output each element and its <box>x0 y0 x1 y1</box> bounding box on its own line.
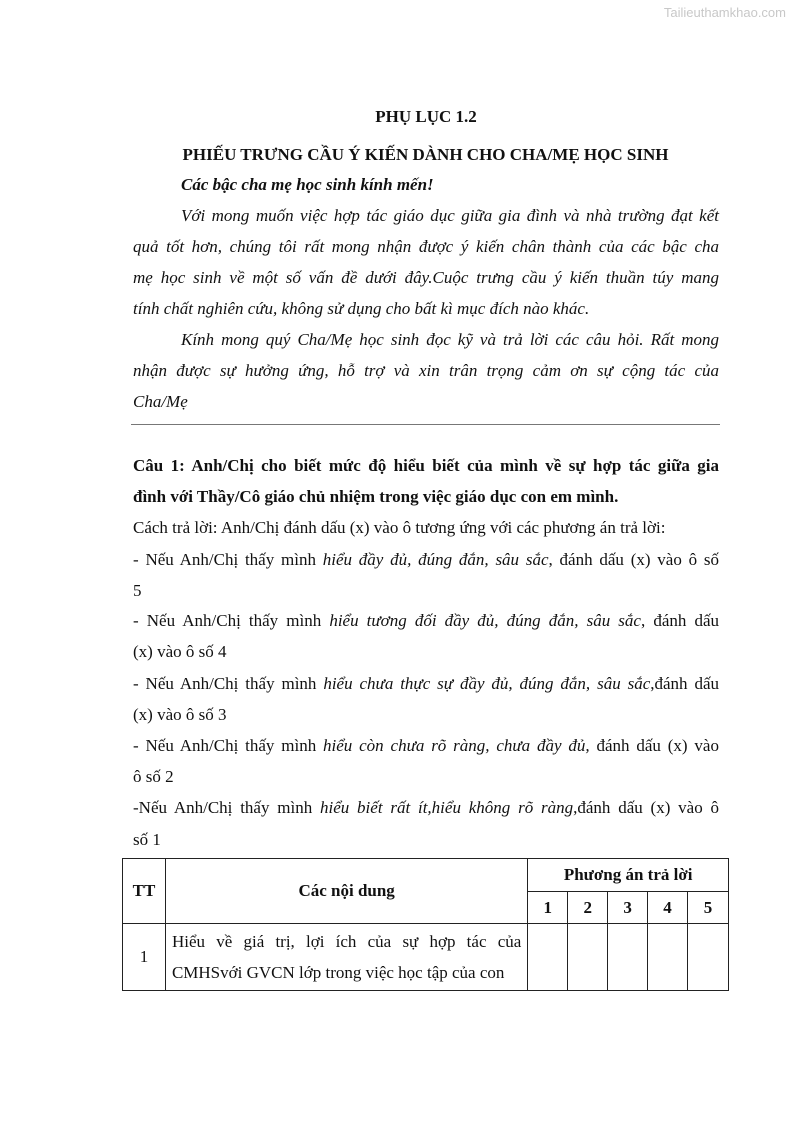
option-italic: hiểu còn chưa rõ ràng, chưa đầy đủ, <box>323 736 590 755</box>
greeting: Các bậc cha mẹ học sinh kính mến! <box>181 175 434 194</box>
intro-line: Kính mong quý Cha/Mẹ học sinh đọc kỹ và trả lời các câu hỏi. Rất mong <box>181 330 719 349</box>
option-line <box>133 610 719 632</box>
option-line <box>133 549 719 571</box>
scale-1: 1 <box>528 892 568 924</box>
table-row <box>123 924 729 991</box>
scale-2: 2 <box>568 892 608 924</box>
intro-line: tính chất nghiên cứu, không sử dụng cho bất kì mục đích nào khác. <box>133 299 590 318</box>
form-title: PHIẾU TRƯNG CẦU Ý KIẾN DÀNH CHO CHA/MẸ HỌC SINH <box>182 145 669 164</box>
option-text: - Nếu Anh/Chị thấy mình <box>133 550 323 569</box>
header-content: Các nội dung <box>165 859 527 924</box>
option-cont: số 1 <box>133 830 161 849</box>
option-italic: hiểu biết rất ít,hiểu không rõ ràng <box>320 798 574 817</box>
scale-3: 3 <box>608 892 648 924</box>
answer-cell-4[interactable] <box>648 924 688 991</box>
intro-line: mẹ học sinh về một số vấn đề dưới đây.Cuộc trưng cầu ý kiến thuần túy mang <box>133 268 719 287</box>
option-italic: hiểu chưa thực sự đầy đủ, đúng đắn, sâu sắc <box>323 674 651 693</box>
option-text: ,đánh dấu (x) vào ô <box>573 798 719 817</box>
option-line <box>133 735 719 757</box>
answer-cell-2[interactable] <box>568 924 608 991</box>
option-text: ,đánh dấu <box>650 674 720 693</box>
row-number: 1 <box>123 924 166 991</box>
divider <box>131 424 720 425</box>
question-title: Câu 1: Anh/Chị cho biết mức độ hiểu biết của mình về sự hợp tác giữa gia <box>133 456 719 475</box>
option-text: -Nếu Anh/Chị thấy mình <box>133 798 320 817</box>
answer-cell-3[interactable] <box>608 924 648 991</box>
option-italic: hiểu tương đối đầy đủ, đúng đắn, sâu sắc <box>329 611 641 630</box>
instruction: Cách trả lời: Anh/Chị đánh dấu (x) vào ô tương ứng với các phương án trả lời: <box>133 518 666 537</box>
option-line <box>133 797 719 819</box>
survey-table <box>122 858 729 991</box>
row-content: Hiểu về giá trị, lợi ích của sự hợp tác của CMHSvới GVCN lớp trong việc học tập của con <box>165 924 527 991</box>
header-tt: TT <box>123 859 166 924</box>
appendix-title: PHỤ LỤC 1.2 <box>375 107 477 126</box>
intro-line: quả tốt hơn, chúng tôi rất mong nhận được ý kiến chân thành của các bậc cha <box>133 237 719 256</box>
answer-cell-5[interactable] <box>688 924 729 991</box>
answer-cell-1[interactable] <box>528 924 568 991</box>
option-cont: (x) vào ô số 4 <box>133 642 227 661</box>
intro-line: Cha/Mẹ <box>133 392 188 411</box>
header-answers: Phương án trả lời <box>528 859 729 892</box>
option-italic: hiểu đầy đủ, đúng đắn, sâu sắc <box>322 550 549 569</box>
option-cont: 5 <box>133 581 142 600</box>
scale-4: 4 <box>648 892 688 924</box>
option-text: đánh dấu (x) vào <box>589 736 719 755</box>
option-text: - Nếu Anh/Chị thấy mình <box>133 674 324 693</box>
watermark: Tailieuthamkhao.com <box>663 5 786 20</box>
option-text: - Nếu Anh/Chị thấy mình <box>133 611 330 630</box>
option-text: , đánh dấu (x) vào ô số <box>548 550 720 569</box>
intro-line: Với mong muốn việc hợp tác giáo dục giữa gia đình và nhà trường đạt kết <box>181 206 719 225</box>
option-line <box>133 673 719 695</box>
scale-5: 5 <box>688 892 729 924</box>
question-title: đình với Thầy/Cô giáo chủ nhiệm trong việc giáo dục con em mình. <box>133 487 619 506</box>
option-cont: (x) vào ô số 3 <box>133 705 227 724</box>
intro-line: nhận được sự hưởng ứng, hỗ trợ và xin trân trọng cảm ơn sự cộng tác của <box>133 361 719 380</box>
option-text: - Nếu Anh/Chị thấy mình <box>133 736 324 755</box>
option-cont: ô số 2 <box>133 767 174 786</box>
option-text: , đánh dấu <box>640 611 720 630</box>
